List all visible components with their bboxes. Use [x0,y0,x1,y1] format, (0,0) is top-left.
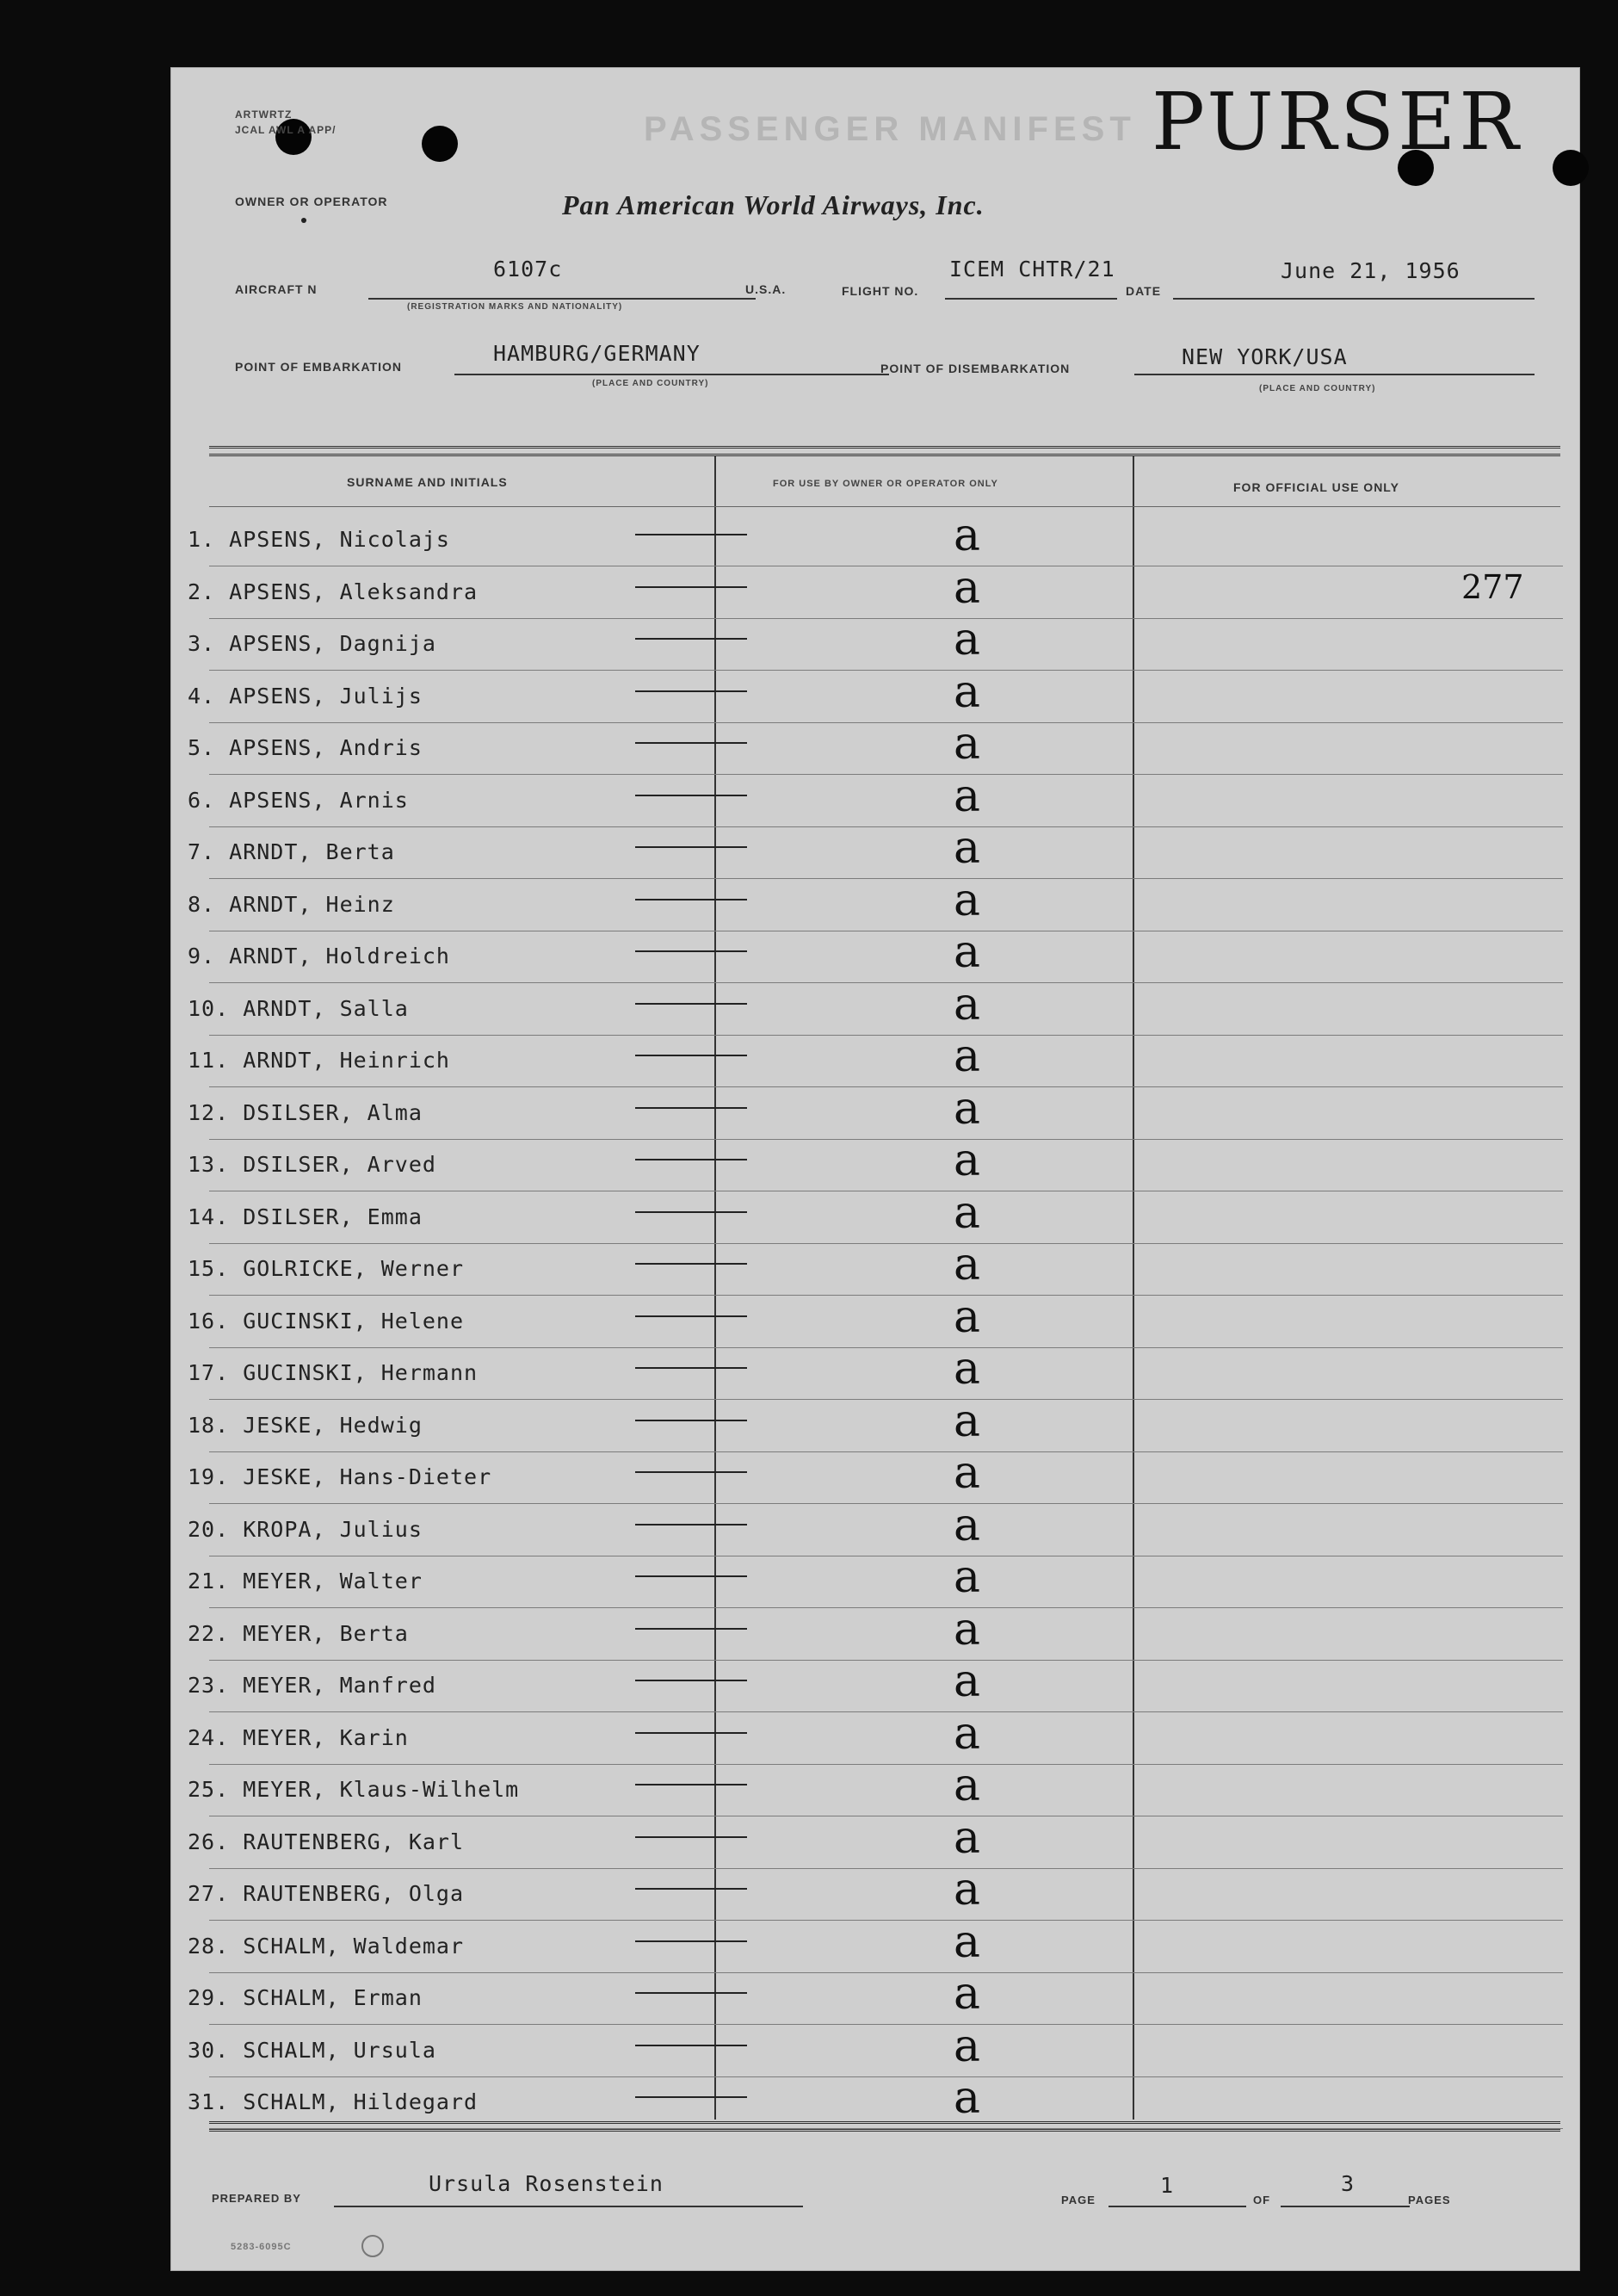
passenger-name: 2. APSENS, Aleksandra [188,579,479,604]
table-row [170,561,1580,619]
passenger-name: 18. JESKE, Hedwig [188,1412,423,1438]
passenger-name: 14. DSILSER, Emma [188,1204,423,1229]
handwritten-mark: a [954,510,981,561]
passenger-name: 12. DSILSER, Alma [188,1099,423,1125]
handwritten-mark: a [954,1447,981,1499]
pen-dash [635,1784,747,1785]
handwritten-mark: a [954,770,981,822]
ink-dot [301,218,306,223]
table-row [170,978,1580,1036]
passenger-name: 21. MEYER, Walter [188,1569,423,1594]
handwritten-mark: a [954,1395,981,1447]
punch-hole [422,126,458,162]
country-code: U.S.A. [745,282,787,296]
pen-dash [635,795,747,796]
table-row [170,1499,1580,1556]
handwritten-mark: a [954,1290,981,1343]
pen-dash [635,638,747,640]
pen-dash [635,1575,747,1577]
pen-dash [635,899,747,900]
passenger-name: 24. MEYER, Karin [188,1724,409,1750]
form-number: 5283-6095C [231,2242,292,2252]
pen-dash [635,1263,747,1265]
union-label-seal [361,2235,384,2257]
disembarkation-underline [1134,374,1535,375]
table-row [170,770,1580,827]
pen-dash [635,1471,747,1473]
stamp-line-2: JCAL AWL A APP/ [235,124,337,136]
table-row [170,1603,1580,1661]
table-row [170,874,1580,931]
of-label: OF [1253,2194,1271,2206]
handwritten-mark: a [954,1811,981,1864]
date-value: June 21, 1956 [1281,258,1461,283]
handwritten-mark: a [954,1186,981,1239]
pen-dash [635,1420,747,1421]
table-top-rule [209,446,1560,456]
pen-dash [635,1055,747,1056]
passenger-name: 15. GOLRICKE, Werner [188,1256,465,1281]
handwritten-mark: a [954,874,981,926]
handwritten-mark: a [954,1864,981,1915]
table-row [170,1915,1580,1973]
passenger-name: 26. RAUTENBERG, Karl [188,1829,465,1854]
total-pages-value: 3 [1341,2171,1356,2196]
table-row [170,1343,1580,1400]
page-underline [1109,2206,1246,2207]
embarkation-caption: (PLACE AND COUNTRY) [592,379,709,388]
table-row [170,1707,1580,1765]
pen-dash [635,1836,747,1838]
handwritten-mark: a [954,1499,981,1551]
pen-dash [635,1003,747,1005]
flight-value: ICEM CHTR/21 [949,257,1115,282]
disembarkation-value: NEW YORK/USA [1182,344,1348,369]
passenger-name: 28. SCHALM, Waldemar [188,1933,465,1959]
handwritten-mark: a [954,1239,981,1290]
handwritten-mark: a [954,822,981,874]
registration-caption: (REGISTRATION MARKS AND NATIONALITY) [407,302,623,312]
handwritten-mark: a [954,1707,981,1760]
embarkation-underline [454,374,889,375]
pen-dash [635,1732,747,1734]
pen-dash [635,534,747,535]
table-row [170,1447,1580,1504]
table-row [170,1811,1580,1869]
passenger-name: 16. GUCINSKI, Helene [188,1308,465,1334]
table-row [170,1186,1580,1244]
handwritten-mark: a [954,1343,981,1395]
table-row [170,822,1580,879]
handwritten-mark: a [954,1082,981,1135]
pen-dash [635,1159,747,1160]
pen-dash [635,1367,747,1369]
passenger-name: 1. APSENS, Nicolajs [188,527,450,552]
pen-dash [635,2045,747,2046]
pen-dash [635,690,747,692]
table-row [170,1655,1580,1712]
prepared-value: Ursula Rosenstein [429,2171,664,2196]
table-row [170,718,1580,775]
handwritten-mark: a [954,2072,981,2124]
passenger-name: 22. MEYER, Berta [188,1620,409,1646]
punch-hole [1553,150,1589,186]
prepared-underline [334,2206,803,2207]
pen-dash [635,1628,747,1630]
passenger-name: 5. APSENS, Andris [188,735,423,760]
handwritten-mark: a [954,1135,981,1186]
handwritten-mark: a [954,1030,981,1082]
table-row [170,1395,1580,1452]
passenger-name: 31. SCHALM, Hildegard [188,2089,479,2114]
passenger-name: 8. ARNDT, Heinz [188,891,395,917]
page-value: 1 [1160,2173,1175,2198]
pen-dash [635,1680,747,1681]
flight-underline [945,298,1117,300]
embarkation-label: POINT OF EMBARKATION [235,360,402,374]
pen-dash [635,1940,747,1942]
table-row [170,665,1580,723]
pages-label: PAGES [1408,2194,1451,2206]
stamp-line-1: ARTWRTZ [235,108,293,121]
col-official-header: FOR OFFICIAL USE ONLY [1233,480,1399,494]
passenger-name: 7. ARNDT, Berta [188,839,395,864]
handwritten-mark: a [954,926,981,978]
manifest-sheet [170,67,1580,2271]
date-label: DATE [1126,284,1162,298]
handwritten-mark: a [954,665,981,718]
pen-dash [635,1211,747,1213]
prepared-label: PREPARED BY [212,2192,301,2205]
pen-dash [635,1992,747,1994]
passenger-name: 19. JESKE, Hans-Dieter [188,1464,492,1489]
disembarkation-caption: (PLACE AND COUNTRY) [1259,384,1376,393]
col-owner-header: FOR USE BY OWNER OR OPERATOR ONLY [773,479,998,489]
passenger-name: 17. GUCINSKI, Hermann [188,1360,479,1385]
handwritten-mark: a [954,2020,981,2072]
handwritten-mark: a [954,614,981,665]
page-label: PAGE [1061,2194,1096,2206]
handwritten-mark: a [954,1760,981,1811]
pen-dash [635,846,747,848]
table-row [170,1968,1580,2025]
disembarkation-label: POINT OF DISEMBARKATION [880,362,1071,375]
handwritten-mark: a [954,1551,981,1603]
passenger-name: 6. APSENS, Arnis [188,787,409,813]
table-row [170,1290,1580,1348]
table-row [170,2020,1580,2077]
table-row [170,926,1580,983]
passenger-name: 10. ARNDT, Salla [188,995,409,1021]
header-rule [209,506,1560,507]
handwritten-mark: a [954,1603,981,1655]
handwritten-mark: a [954,1968,981,2020]
table-row [170,1135,1580,1191]
passenger-name: 11. ARNDT, Heinrich [188,1048,450,1073]
flight-label: FLIGHT NO. [842,284,919,298]
passenger-name: 27. RAUTENBERG, Olga [188,1881,465,1906]
table-row [170,1760,1580,1816]
handwritten-mark: a [954,1915,981,1968]
handwritten-mark: a [954,978,981,1030]
owner-value: Pan American World Airways, Inc. [562,189,985,220]
pen-dash [635,1888,747,1890]
table-row [170,614,1580,671]
handwritten-note: PURSER [1152,76,1522,168]
passenger-name: 23. MEYER, Manfred [188,1673,436,1698]
pen-dash [635,1524,747,1526]
table-row [170,1551,1580,1608]
table-bottom-rule [209,2121,1560,2132]
handwritten-mark: a [954,561,981,614]
aircraft-underline [368,298,756,300]
passenger-name: 13. DSILSER, Arved [188,1152,436,1177]
pen-dash [635,1107,747,1109]
page-title: PASSENGER MANIFEST [644,110,1136,148]
pen-dash [635,950,747,952]
col-names-header: SURNAME AND INITIALS [347,475,508,489]
passenger-name: 25. MEYER, Klaus-Wilhelm [188,1777,520,1802]
passenger-name: 30. SCHALM, Ursula [188,2037,436,2063]
pen-dash [635,586,747,588]
aircraft-label: AIRCRAFT N [235,282,318,296]
passenger-name: 4. APSENS, Julijs [188,683,423,709]
pen-dash [635,2096,747,2098]
table-row [170,510,1580,566]
passenger-name: 20. KROPA, Julius [188,1516,423,1542]
passenger-name: 29. SCHALM, Erman [188,1985,423,2010]
date-underline [1173,298,1535,300]
table-row [170,1864,1580,1921]
handwritten-mark: a [954,718,981,770]
pen-dash [635,742,747,744]
passenger-name: 9. ARNDT, Holdreich [188,944,450,969]
table-row [170,1239,1580,1296]
embarkation-value: HAMBURG/GERMANY [493,341,701,366]
official-note: 277 [1461,568,1524,606]
owner-label: OWNER OR OPERATOR [235,195,388,208]
handwritten-mark: a [954,1655,981,1707]
table-row [170,1030,1580,1087]
pen-dash [635,1315,747,1317]
passenger-name: 3. APSENS, Dagnija [188,631,436,656]
total-underline [1281,2206,1410,2207]
aircraft-value: 6107c [493,257,563,282]
table-row [170,1082,1580,1140]
